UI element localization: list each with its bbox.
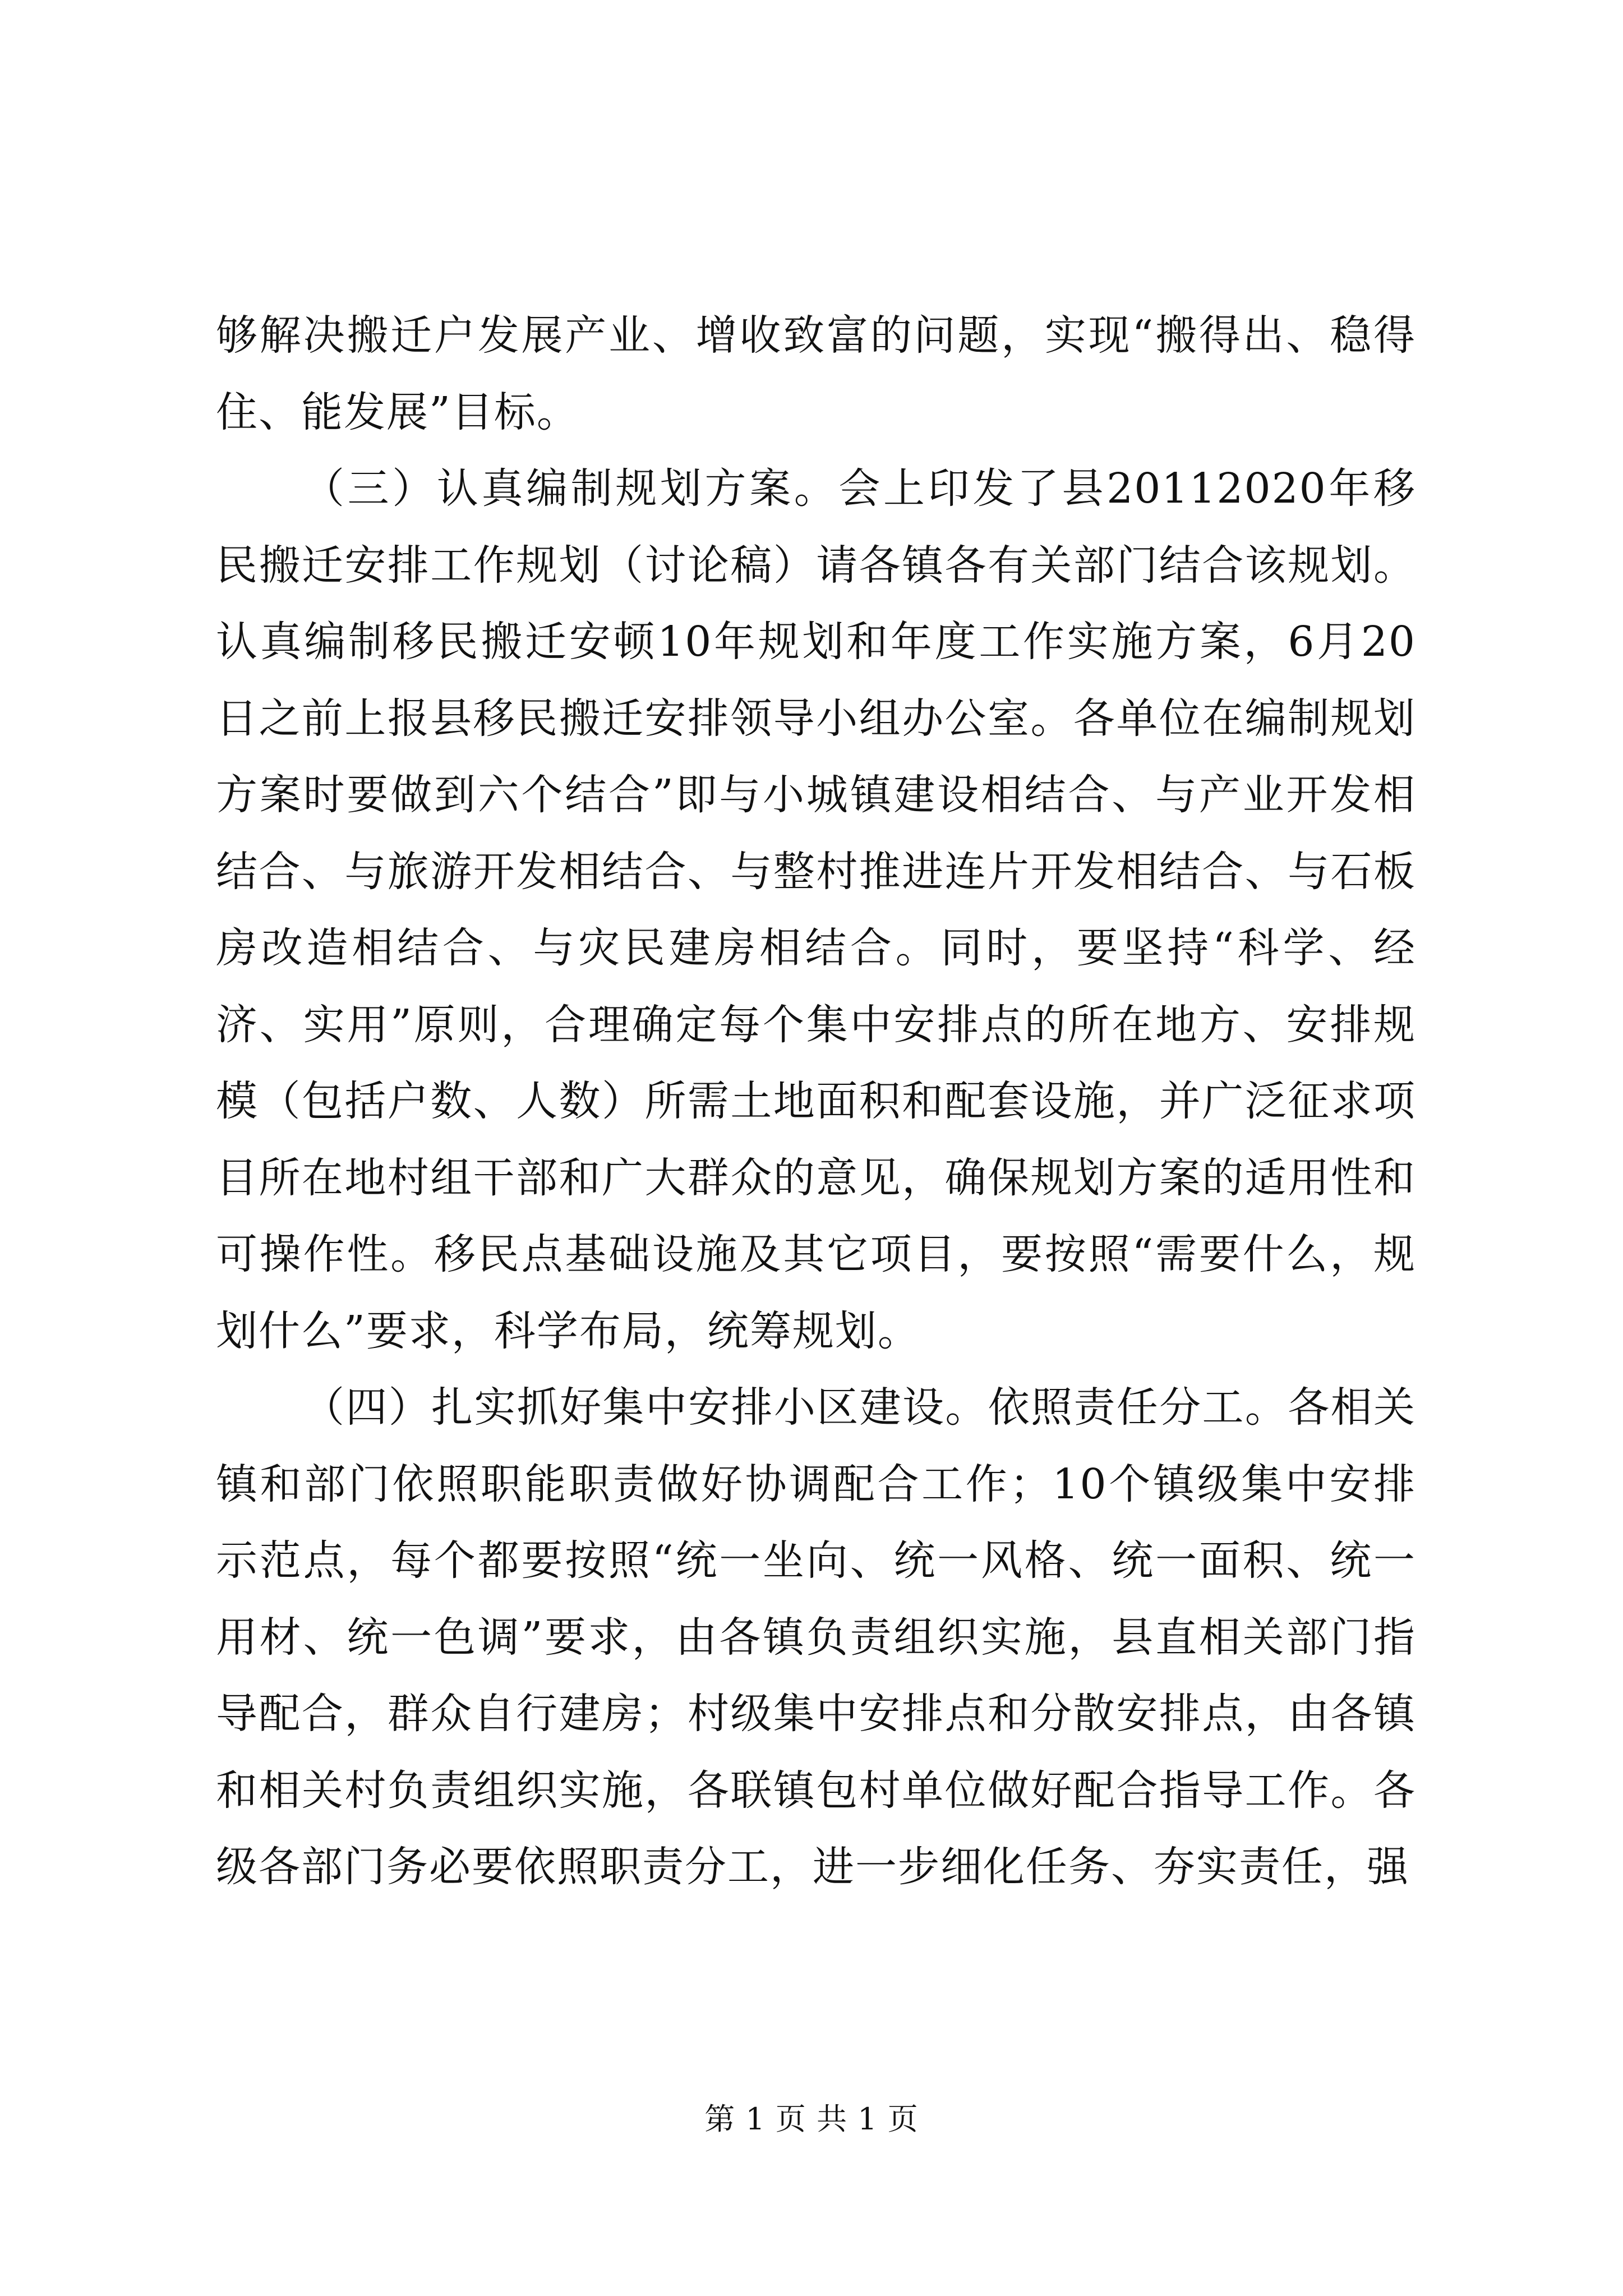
paragraph-section-three: （三）认真编制规划方案。会上印发了县20112020年移民搬迁安排工作规划（讨论稿）请各镇各有关部门结合该规划。认真编制移民搬迁安顿10年规划和年度工作实施方案，6月20日之前上报县移民搬迁安排领导小组办公室。各单位在编制规划方案时要做到六个结合”即与小城镇建设相结合、与产业开发相结合、与旅游开发相结合、与整村推进连片开发相结合、与石板房改造相结合、与灾民建房相结合。同时，要坚持“科学、经济、实用”原则，合理确定每个集中安排点的所在地方、安排规模（包括户数、人数）所需土地面积和配套设施，并广泛征求项目所在地村组干部和广大群众的意见，确保规划方案的适用性和可操作性。移民点基础设施及其它项目，要按照“需要什么，规划什么”要求，科学布局，统筹规划。 (216, 464, 1416, 1355)
page-footer: 第 1 页 共 1 页 (704, 2101, 919, 2137)
document-body (216, 297, 1416, 1906)
paragraph-section-four: （四）扎实抓好集中安排小区建设。依照责任分工。各相关镇和部门依照职能职责做好协调配合工作；10个镇级集中安排示范点，每个都要按照“统一坐向、统一风格、统一面积、统一用材、统一色调”要求，由各镇负责组织实施，县直相关部门指导配合，群众自行建房；村级集中安排点和分散安排点，由各镇和相关村负责组织实施，各联镇包村单位做好配合指导工作。各级各部门务必要依照职责分工，进一步细化任务、夯实责任，强 (216, 1383, 1416, 1891)
paragraph-continuation: 够解决搬迁户发展产业、增收致富的问题，实现“搬得出、稳得住、能发展”目标。 (216, 311, 1416, 436)
